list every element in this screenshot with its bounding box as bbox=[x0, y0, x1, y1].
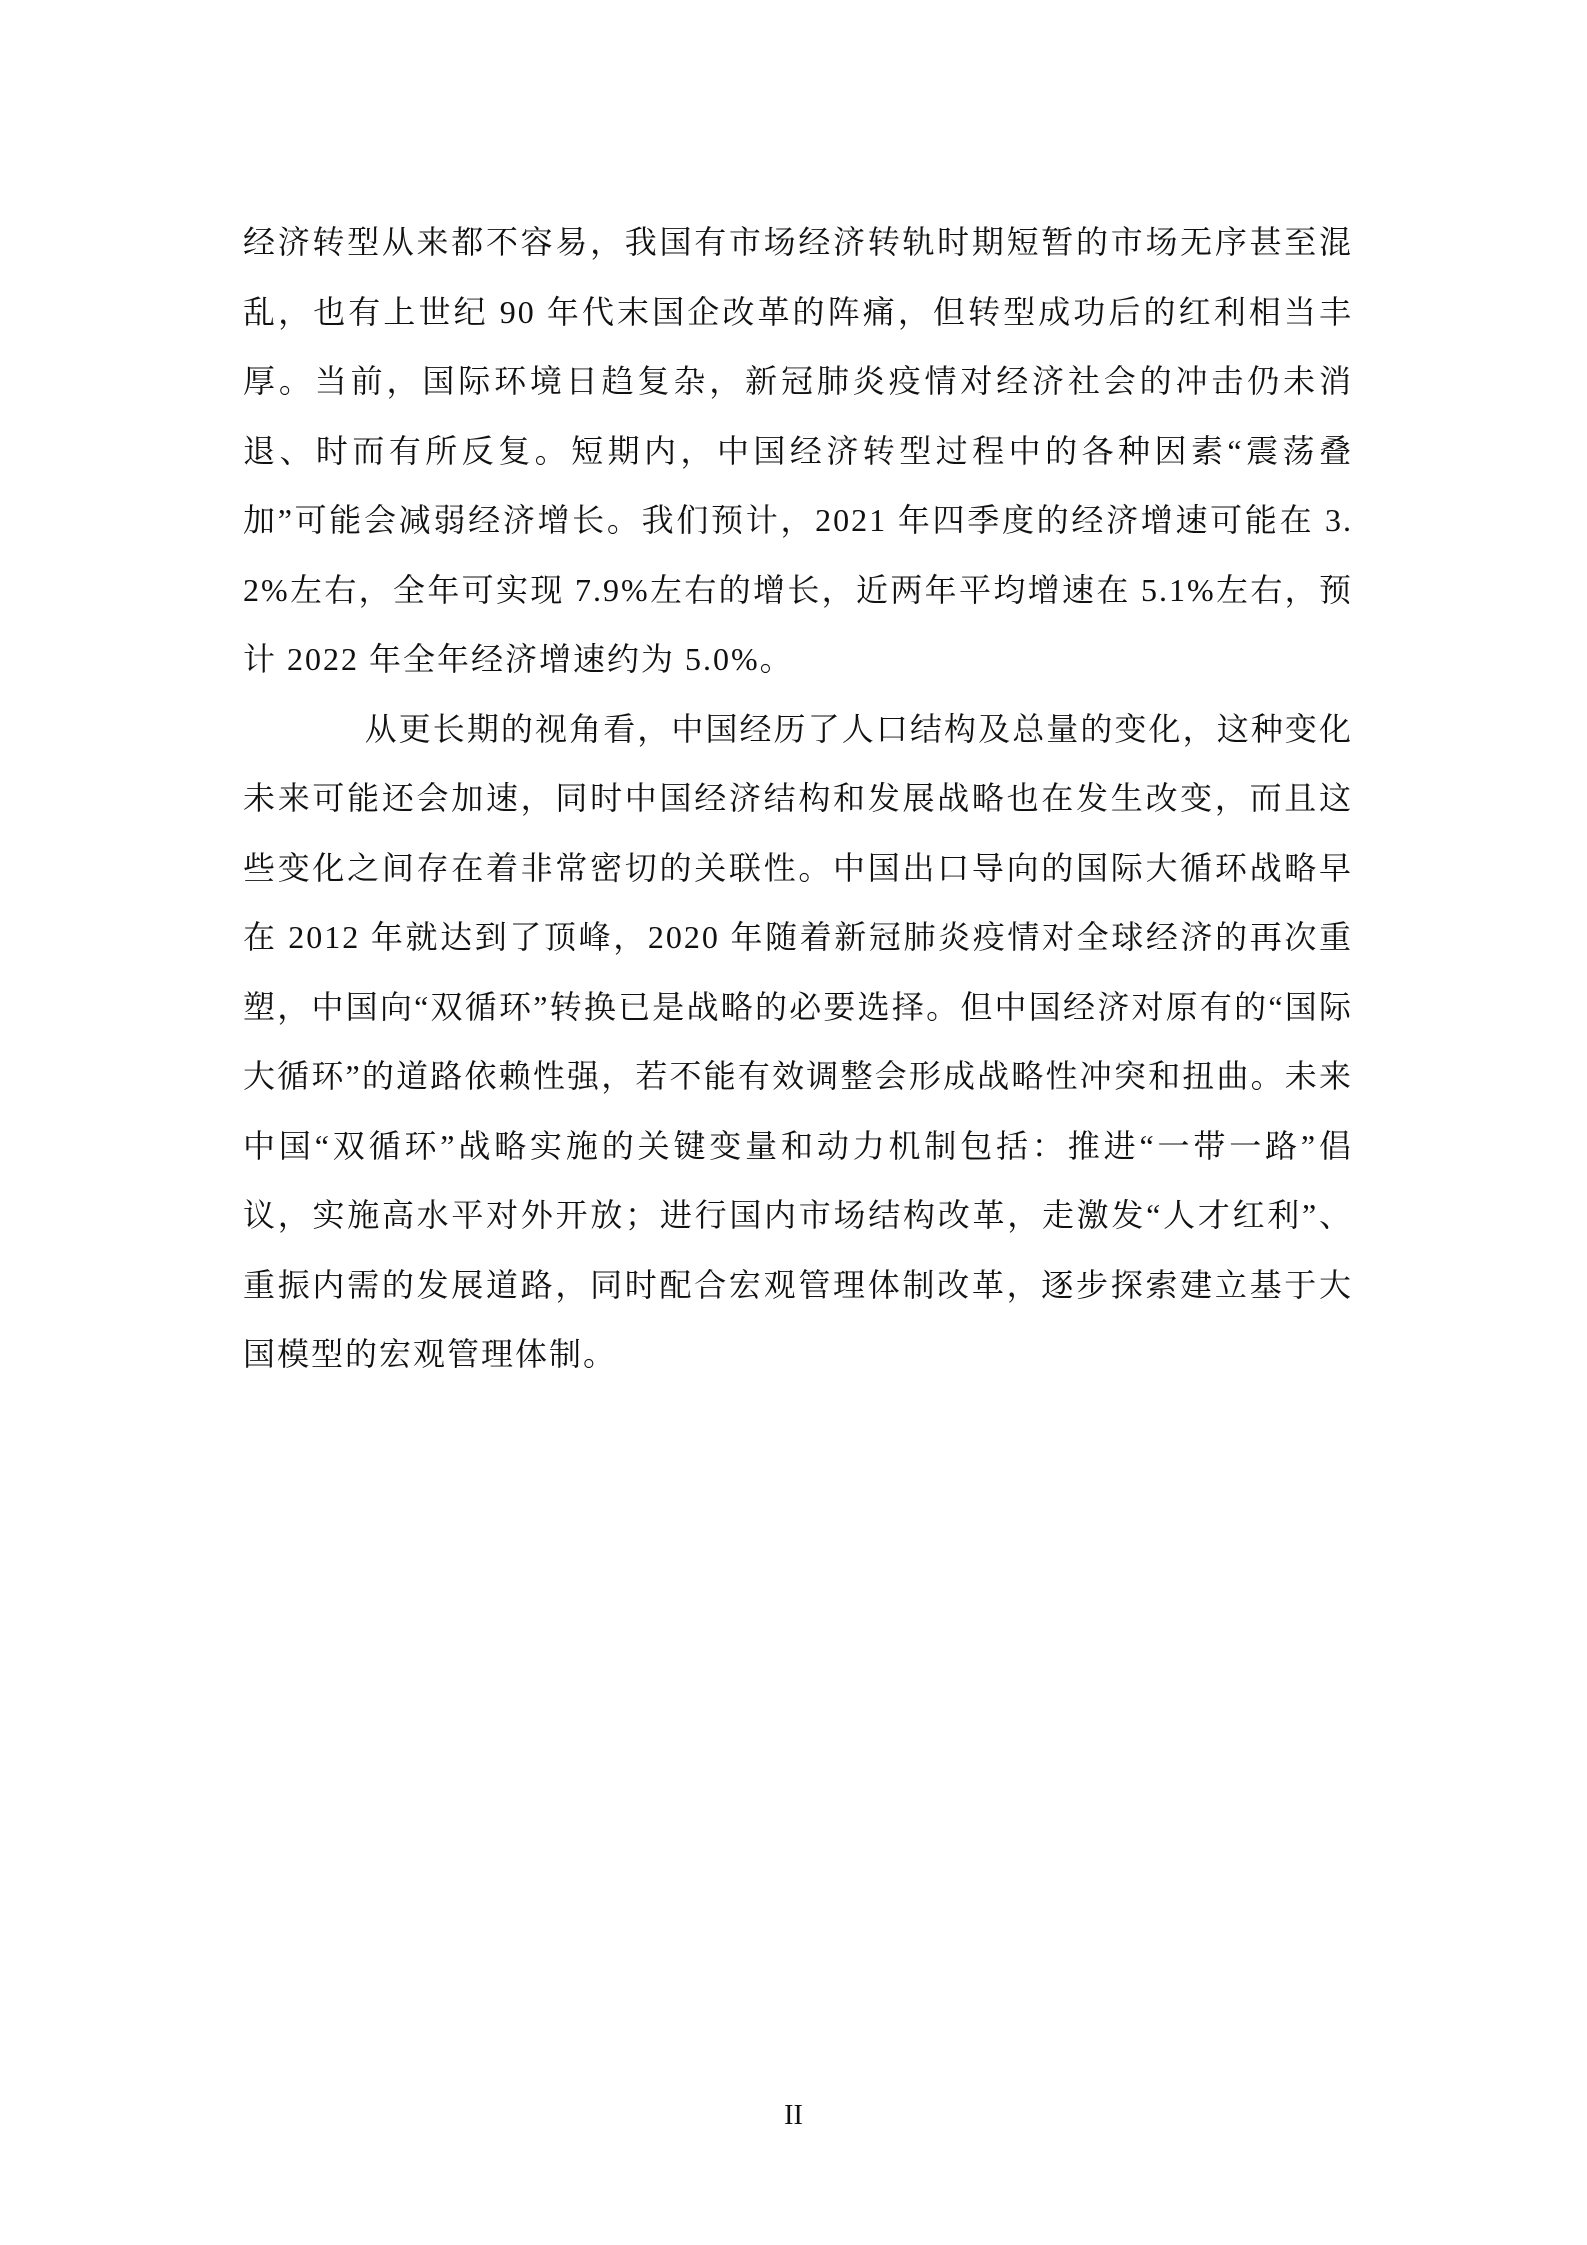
page-number: II bbox=[784, 2100, 803, 2131]
document-body bbox=[243, 208, 1353, 1390]
paragraph-long-term-perspective: 从更长期的视角看，中国经历了人口结构及总量的变化，这种变化未来可能还会加速，同时中国经济结构和发展战略也在发生改变，而且这些变化之间存在着非常密切的关联性。中国出口导向的国际大循环战略早在 2012 年就达到了顶峰，2020 年随着新冠肺炎疫情对全球经济的再次重塑，中国向“双循环”转换已是战略的必要选择。但中国经济对原有的“国际大循环”的道路依赖性强，若不能有效调整会形成战略性冲突和扭曲。未来中国“双循环”战略实施的关键变量和动力机制包括：推进“一带一路”倡议，实施高水平对外开放；进行国内市场结构改革，走激发“人才红利”、重振内需的发展道路，同时配合宏观管理体制改革，逐步探索建立基于大国模型的宏观管理体制。 bbox=[243, 710, 1353, 1372]
paragraph-economic-transition: 经济转型从来都不容易，我国有市场经济转轨时期短暂的市场无序甚至混乱，也有上世纪 90 年代末国企改革的阵痛，但转型成功后的红利相当丰厚。当前，国际环境日趋复杂，新冠肺炎疫情对经济社会的冲击仍未消退、时而有所反复。短期内，中国经济转型过程中的各种因素“震荡叠加”可能会减弱经济增长。我们预计，2021 年四季度的经济增速可能在 3.2%左右，全年可实现 7.9%左右的增长，近两年平均增速在 5.1%左右，预计 2022 年全年经济增速约为 5.0%。 bbox=[243, 224, 1353, 677]
